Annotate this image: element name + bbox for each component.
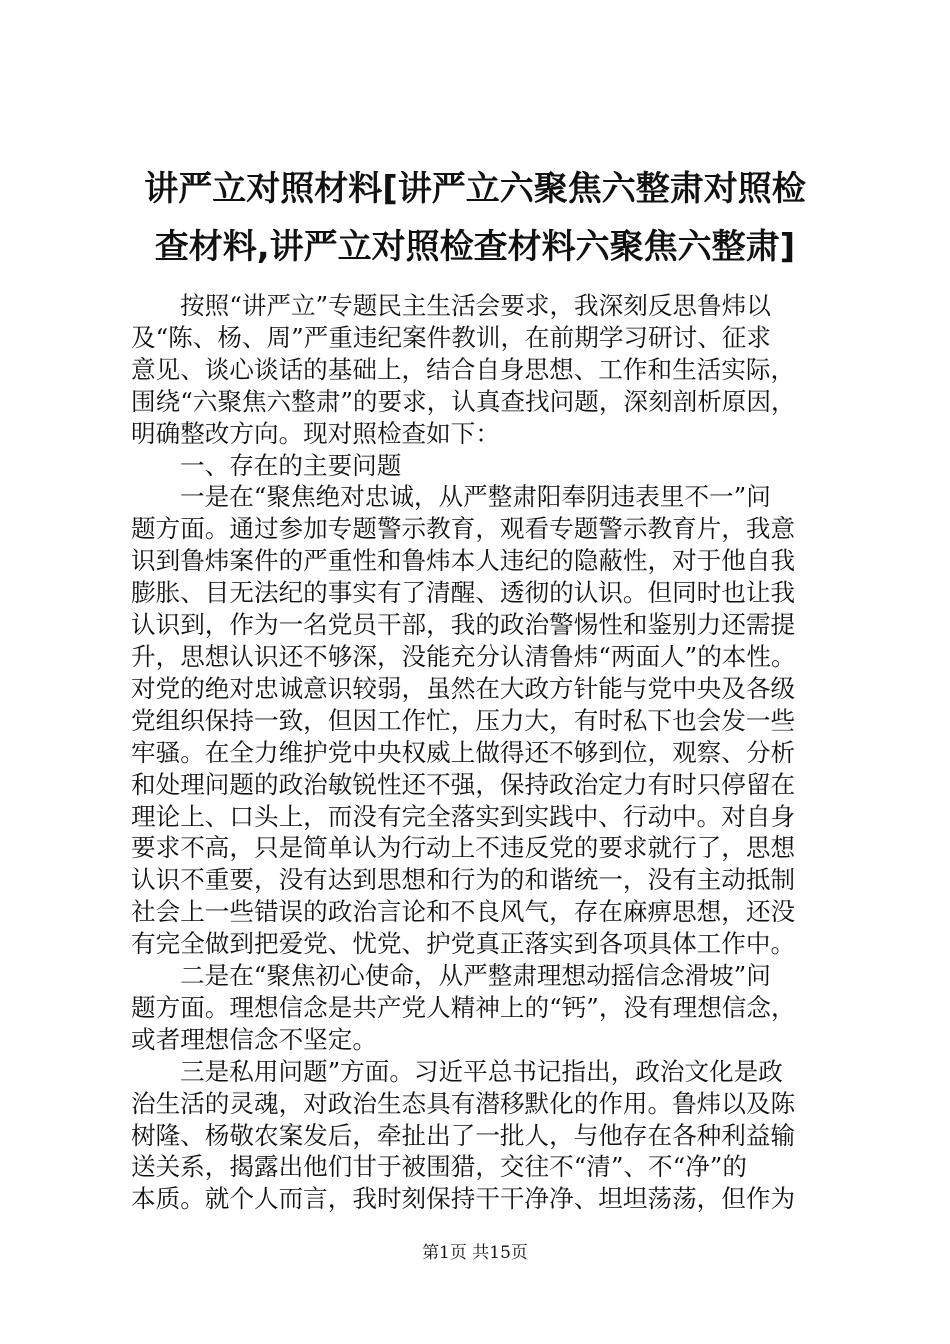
body-line: 按照“讲严立”专题民主生活会要求，我深刻反思鲁炜以 xyxy=(180,291,771,320)
page-number-footer: 第1页 共15页 xyxy=(422,1243,528,1263)
body-line: 理论上、口头上，而没有完全落实到实践中、行动中。对自身 xyxy=(131,801,796,831)
body-line: 明确整改方向。现对照检查如下： xyxy=(131,418,500,448)
body-line: 升，思想认识还不够深，没能充分认清鲁炜“两面人”的本性。 xyxy=(131,641,796,671)
body-line: 意见、谈心谈话的基础上，结合自身思想、工作和生活实际， xyxy=(131,354,796,384)
body-line: 送关系，揭露出他们甘于被围猎，交往不“清”、不“净”的 xyxy=(131,1152,747,1182)
document-body xyxy=(131,290,851,1215)
title-line: 查材料,讲严立对照检查材料六聚焦六整肃] xyxy=(154,227,796,267)
section-heading: 一、存在的主要问题 xyxy=(180,450,402,480)
body-line: 识到鲁炜案件的严重性和鲁炜本人违纪的隐蔽性，对于他自我 xyxy=(131,546,796,576)
body-line: 党组织保持一致，但因工作忙，压力大，有时私下也会发一些 xyxy=(131,705,796,735)
body-line: 对党的绝对忠诚意识较弱，虽然在大政方针能与党中央及各级 xyxy=(131,673,796,703)
body-line: 题方面。理想信念是共产党人精神上的“钙”，没有理想信念， xyxy=(131,992,796,1022)
body-line: 题方面。通过参加专题警示教育，观看专题警示教育片，我意 xyxy=(131,514,796,544)
body-line: 膨胀、目无法纪的事实有了清醒、透彻的认识。但同时也让我 xyxy=(131,578,796,608)
body-line: 围绕“六聚焦六整肃”的要求，认真查找问题，深刻剖析原因， xyxy=(131,386,796,416)
body-line: 要求不高，只是简单认为行动上不违反党的要求就行了，思想 xyxy=(131,833,796,863)
body-line: 认识不重要，没有达到思想和行为的和谐统一，没有主动抵制 xyxy=(131,865,796,895)
title-line: 讲严立对照材料[讲严立六聚焦六整肃对照检 xyxy=(144,169,806,209)
body-line: 牢骚。在全力维护党中央权威上做得还不够到位，观察、分析 xyxy=(131,737,796,767)
body-line: 社会上一些错误的政治言论和不良风气，存在麻痹思想，还没 xyxy=(131,897,796,927)
body-line: 三是私用问题”方面。习近平总书记指出，政治文化是政 xyxy=(180,1056,783,1086)
body-line: 或者理想信念不坚定。 xyxy=(131,1024,377,1054)
document-title xyxy=(110,160,840,276)
body-line: 树隆、杨敬农案发后，牵扯出了一批人，与他存在各种利益输 xyxy=(131,1120,796,1150)
body-line: 认识到，作为一名党员干部，我的政治警惕性和鉴别力还需提 xyxy=(131,610,796,640)
body-line: 有完全做到把爱党、忧党、护党真正落实到各项具体工作中。 xyxy=(131,929,796,959)
body-line: 治生活的灵魂，对政治生态具有潜移默化的作用。鲁炜以及陈 xyxy=(131,1088,796,1118)
body-line: 及“陈、杨、周”严重违纪案件教训，在前期学习研讨、征求 xyxy=(131,322,771,352)
body-line: 二是在“聚焦初心使命，从严整肃理想动摇信念滑坡”问 xyxy=(180,961,771,991)
body-line: 本质。就个人而言，我时刻保持干干净净、坦坦荡荡，但作为 xyxy=(131,1184,796,1214)
body-line: 和处理问题的政治敏锐性还不强，保持政治定力有时只停留在 xyxy=(131,769,796,799)
body-line: 一是在“聚焦绝对忠诚，从严整肃阳奉阴违表里不一”问 xyxy=(180,482,771,512)
